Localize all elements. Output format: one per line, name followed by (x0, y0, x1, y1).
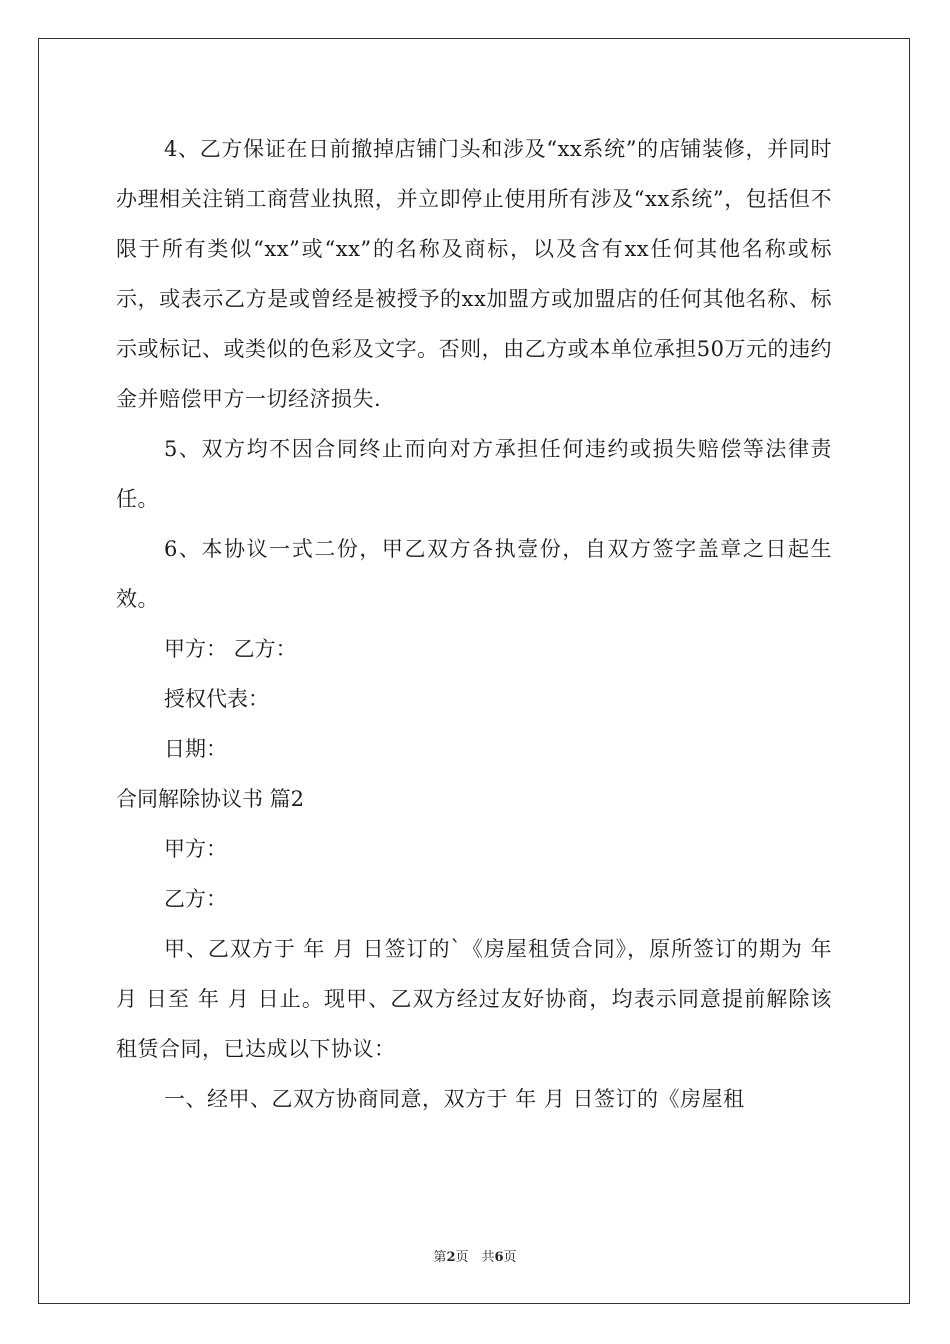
clause-4: 4、乙方保证在日前撤掉店铺门头和涉及“xx系统”的店铺装修，并同时办理相关注销工商营业执照，并立即停止使用所有涉及“xx系统”，包括但不限于所有类似“xx”或“xx”的名称及商标，以及含有xx任何其他名称或标示，或表示乙方是或曾经是被授予的xx加盟方或加盟店的任何其他名称、标示或标记、或类似的色彩及文字。否则，由乙方或本单位承担50万元的违约金并赔偿甲方一切经济损失. (116, 137, 832, 411)
page-footer (0, 1246, 950, 1265)
signature-representative: 授权代表： (164, 687, 269, 711)
agreement-intro: 甲、乙双方于 年 月 日签订的`《房屋租赁合同》，原所签订的期为 年 月 日至 年 月 日止。现甲、乙双方经过友好协商，均表示同意提前解除该租赁合同，已达成以下协议： (116, 937, 832, 1061)
party-a-line: 甲方： (164, 837, 227, 861)
document-body (116, 124, 832, 1124)
footer-total-pages: 6 (494, 1250, 504, 1265)
footer-prefix: 第 (433, 1250, 447, 1265)
section-title: 合同解除协议书 篇2 (116, 787, 305, 811)
footer-current-page: 2 (446, 1250, 456, 1265)
footer-mid: 页 共 (455, 1250, 495, 1265)
signature-date: 日期： (164, 737, 227, 761)
clause-5: 5、双方均不因合同终止而向对方承担任何违约或损失赔偿等法律责任。 (116, 437, 832, 511)
clause-6: 6、本协议一式二份，甲乙双方各执壹份，自双方签字盖章之日起生效。 (116, 537, 832, 611)
agreement-item-1: 一、经甲、乙双方协商同意，双方于 年 月 日签订的《房屋租 (164, 1087, 745, 1111)
signature-parties: 甲方： 乙方： (164, 637, 297, 661)
party-b-line: 乙方： (164, 887, 227, 911)
footer-suffix: 页 (503, 1250, 517, 1265)
